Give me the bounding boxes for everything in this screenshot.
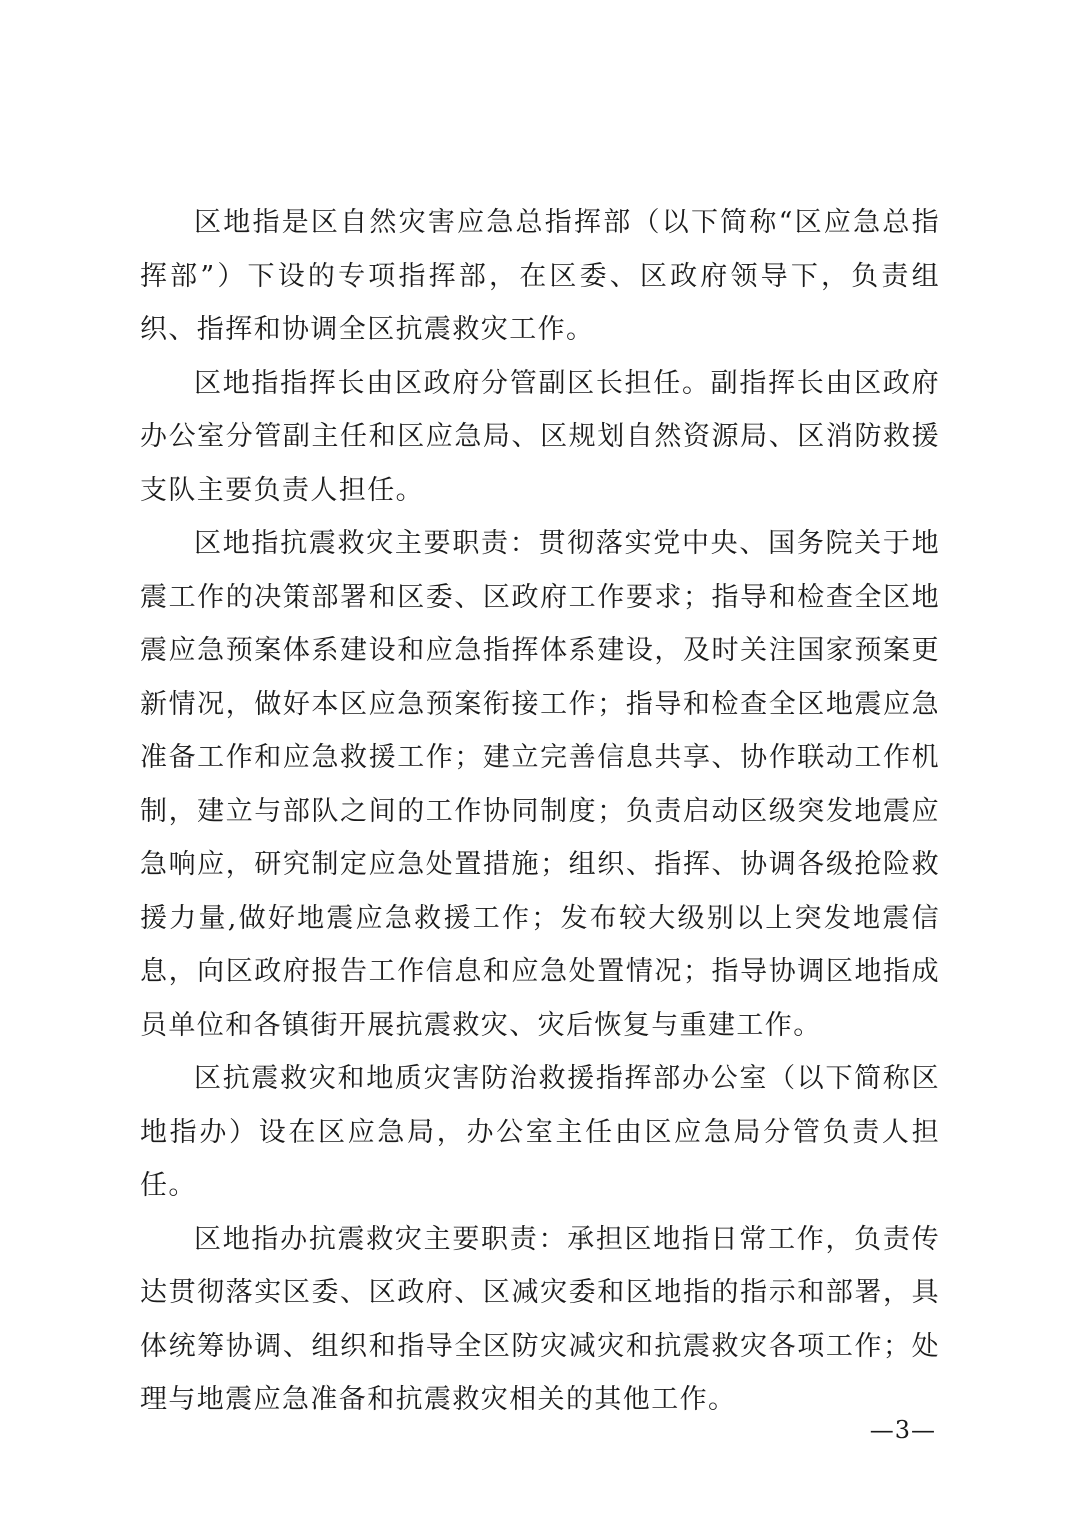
paragraph-command-office: 区抗震救灾和地质灾害防治救援指挥部办公室（以下简称区地指办）设在区应急局，办公室主任由区应急局分管负责人担任。 — [140, 1063, 940, 1201]
page-number: —3— — [869, 1416, 936, 1444]
paragraph-command-duties: 区地指抗震救灾主要职责：贯彻落实党中央、国务院关于地震工作的决策部署和区委、区政府工作要求；指导和检查全区地震应急预案体系建设和应急指挥体系建设，及时关注国家预案更新情况，做好本区应急预案衔接工作；指导和检查全区地震应急准备工作和应急救援工作；建立完善信息共享、协作联动工作机制，建立与部队之间的工作协同制度；负责启动区级突发地震应急响应，研究制定应急处置措施；组织、指挥、协调各级抢险救援力量,做好地震应急救援工作；发布较大级别以上突发地震信息，向区政府报告工作信息和应急处置情况；指导协调区地指成员单位和各镇街开展抗震救灾、灾后恢复与重建工作。 — [140, 528, 940, 1041]
paragraph-command-leadership: 区地指指挥长由区政府分管副区长担任。副指挥长由区政府办公室分管副主任和区应急局、区规划自然资源局、区消防救援支队主要负责人担任。 — [140, 367, 940, 506]
document-body — [140, 196, 940, 1427]
paragraph-office-duties: 区地指办抗震救灾主要职责：承担区地指日常工作，负责传达贯彻落实区委、区政府、区减灾委和区地指的指示和部署，具体统筹协调、组织和指导全区防灾减灾和抗震救灾各项工作；处理与地震应急准备和抗震救灾相关的其他工作。 — [140, 1223, 940, 1415]
paragraph-district-earthquake-command: 区地指是区自然灾害应急总指挥部（以下简称“区应急总指挥部”）下设的专项指挥部，在区委、区政府领导下，负责组织、指挥和协调全区抗震救灾工作。 — [140, 207, 940, 345]
